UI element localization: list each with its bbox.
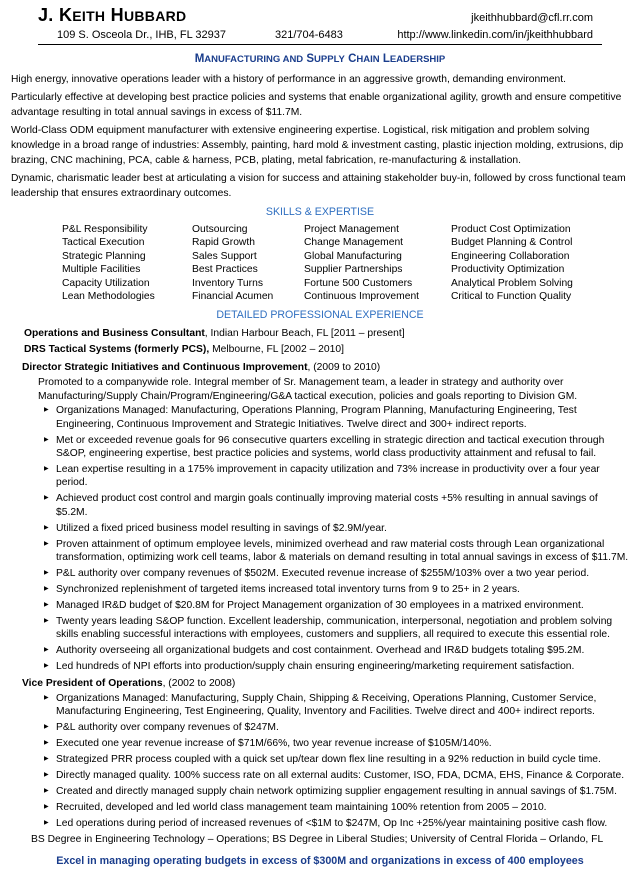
- bullet-arrow-icon: ▶: [44, 436, 49, 443]
- list-item: ▶ Twenty years leading S&OP function. Excellent leadership, communication, interpersonal, negotiation and problem solving skills enabling successful interactions with employees, customers and suppliers, all required to execute this essential role.: [44, 615, 613, 641]
- role-title: Director Strategic Initiatives and Continuous Improvement, (2009 to 2010): [22, 362, 381, 374]
- skill-item: Lean Methodologies: [62, 291, 155, 303]
- resume-body: [11, 50, 629, 869]
- bullet-arrow-icon: ▶: [44, 601, 49, 608]
- list-item: ▶ Synchronized replenishment of targeted items increased total inventory turns from 9 to 25+ in 2 years.: [44, 583, 520, 595]
- closing-statement: Excel in managing operating budgets in excess of $300M and organizations in excess of 400 employees: [56, 855, 584, 868]
- achievement-list: [11, 404, 629, 673]
- achievement-list: [11, 692, 629, 830]
- list-item: ▶ Organizations Managed: Manufacturing, Operations Planning, Program Planning, Manufacturing Engineering, Test Engineering, Continuous Improvement and Strategic Initiatives. Twelve direct and 300+ indirect reports.: [44, 405, 577, 430]
- bullet-arrow-icon: ▶: [44, 819, 49, 826]
- bullet-arrow-icon: ▶: [44, 407, 49, 414]
- skill-item: Budget Planning & Control: [451, 237, 573, 249]
- skill-item: Best Practices: [192, 264, 258, 276]
- list-item: ▶ P&L authority over company revenues of $247M.: [44, 722, 279, 734]
- role-title: Vice President of Operations, (2002 to 2008): [22, 677, 236, 689]
- bullet-arrow-icon: ▶: [44, 617, 49, 624]
- list-item: ▶ Met or exceeded revenue goals for 96 consecutive quarters excelling in strategic direction and tactical execution through S&OP, engineering expertise, best practice policies and systems, world class productivity attainment and refusal to fail.: [44, 434, 605, 460]
- header-divider: [38, 44, 602, 45]
- skill-item: Tactical Execution: [62, 237, 145, 249]
- skill-item: Global Manufacturing: [304, 250, 402, 262]
- skill-item: Rapid Growth: [192, 237, 255, 249]
- bullet-arrow-icon: ▶: [44, 803, 49, 810]
- job-entry: Operations and Business Consultant, Indian Harbour Beach, FL [2011 – present]: [24, 328, 405, 340]
- skill-item: Strategic Planning: [62, 250, 146, 262]
- list-item: ▶ Managed IR&D budget of $20.8M for Project Management organization of 30 employees in a matrixed environment.: [44, 599, 584, 611]
- list-item: ▶ Led hundreds of NPI efforts into production/supply chain ensuring engineering/marketing requirement satisfaction.: [44, 660, 575, 672]
- list-item: ▶ Strategized PRR process coupled with a quick set up/tear down flex line resulting in a 92% reduction in build cycle time.: [44, 753, 601, 765]
- role-intro: Promoted to a companywide role. Integral member of Sr. Management team, a leader in strategy and authority over Manufacturing/Supply Chain/Program/Engineering/G&A tactical execution, policies and goals reporting to Division GM.: [38, 377, 578, 402]
- list-item: ▶ P&L authority over company revenues of $502M. Executed revenue increase of $255M/103% over a two year period.: [44, 567, 590, 579]
- candidate-name: J. KEITH HUBBARD: [38, 5, 187, 25]
- resume-headline: MANUFACTURING AND SUPPLY CHAIN LEADERSHIP: [194, 53, 446, 65]
- skill-item: Multiple Facilities: [62, 264, 141, 276]
- skill-item: Supplier Partnerships: [304, 264, 403, 276]
- phone-number: 321/704-6483: [275, 29, 343, 41]
- list-item: ▶ Led operations during period of increased revenues of <$1M to $247M, Op Inc +25%/year maintaining positive cash flow.: [44, 817, 608, 829]
- list-item: ▶ Organizations Managed: Manufacturing, Supply Chain, Shipping & Receiving, Operations Planning, Customer Service, Manufacturing Engineering, Test Engineering, Quality, Inventory and Facilities. Twelve direct and 400+ indirect reports.: [44, 692, 597, 718]
- education-line: BS Degree in Engineering Technology – Operations; BS Degree in Liberal Studies; University of Central Florida – Orlando, FL: [31, 834, 604, 846]
- list-item: ▶ Recruited, developed and led world class management team maintaining 100% retention from 2005 – 2010.: [44, 801, 547, 813]
- skill-item: Sales Support: [192, 250, 257, 262]
- bullet-arrow-icon: ▶: [44, 787, 49, 794]
- skill-item: Change Management: [304, 237, 404, 249]
- bullet-arrow-icon: ▶: [44, 755, 49, 762]
- bullet-arrow-icon: ▶: [44, 646, 49, 653]
- skill-item: Productivity Optimization: [451, 264, 565, 276]
- skill-item: Project Management: [304, 224, 400, 235]
- skill-item: Critical to Function Quality: [451, 291, 572, 303]
- skill-item: Analytical Problem Solving: [451, 277, 573, 289]
- bullet-arrow-icon: ▶: [44, 540, 49, 547]
- linkedin-url: http://www.linkedin.com/in/jkeithhubbard: [397, 29, 593, 41]
- bullet-arrow-icon: ▶: [44, 739, 49, 746]
- summary-paragraph: Particularly effective at developing best practice policies and systems that enable organizational agility, growth and ensure competitive advantage resulting in total annual savings in excess of $11.7M.: [11, 92, 622, 118]
- skill-item: Product Cost Optimization: [451, 224, 571, 235]
- resume-header: [0, 0, 638, 48]
- skill-item: Capacity Utilization: [62, 277, 150, 289]
- bullet-arrow-icon: ▶: [44, 466, 49, 473]
- list-item: ▶ Achieved product cost control and margin goals continually improving material costs +5% resulting in annual savings of $5.2M.: [44, 493, 598, 518]
- summary-paragraph: World-Class ODM equipment manufacturer with extensive engineering expertise. Logistical, risk mitigation and problem solving knowledge in a broad range of industries: Assembly, painting, hard mold & investment casting, plastic injection molding, extrusions, dip brazing, CNC machining, PCA, cable & harness, PCB, plating, metal fabrication, re-manufacturing & installation.: [11, 125, 624, 166]
- bullet-arrow-icon: ▶: [44, 662, 49, 669]
- bullet-arrow-icon: ▶: [44, 524, 49, 531]
- bullet-arrow-icon: ▶: [44, 724, 49, 731]
- list-item: ▶ Authority overseeing all organizational budgets and cost containment. Overhead and IR&D budgets totaling $95.2M.: [44, 644, 585, 656]
- bullet-arrow-icon: ▶: [44, 495, 49, 502]
- bullet-arrow-icon: ▶: [44, 771, 49, 778]
- skill-item: P&L Responsibility: [62, 224, 148, 235]
- skills-grid: [62, 223, 629, 303]
- summary-paragraph: Dynamic, charismatic leader best at articulating a vision for success and attaining stakeholder buy-in, followed by cross functional team leadership that ensures extraordinary outcomes.: [11, 173, 626, 199]
- skill-item: Continuous Improvement: [304, 291, 420, 303]
- list-item: ▶ Lean expertise resulting in a 175% improvement in capacity utilization and 73% increase in productivity over a four year period.: [44, 464, 600, 489]
- skill-item: Outsourcing: [192, 224, 248, 235]
- job-entry: DRS Tactical Systems (formerly PCS), Melbourne, FL [2002 – 2010]: [24, 344, 344, 356]
- bullet-arrow-icon: ▶: [44, 569, 49, 576]
- list-item: ▶ Utilized a fixed priced business model resulting in savings of $2.9M/year.: [44, 522, 387, 534]
- skill-item: Fortune 500 Customers: [304, 277, 413, 289]
- bullet-arrow-icon: ▶: [44, 694, 49, 701]
- summary-paragraph: High energy, innovative operations leader with a history of performance in an aggressive growth, demanding environment.: [11, 74, 567, 85]
- list-item: ▶ Created and directly managed supply chain network optimizing supplier engagement resulting in annual savings of $1.75M.: [44, 785, 617, 797]
- skill-item: Financial Acumen: [192, 291, 274, 303]
- skill-item: Engineering Collaboration: [451, 250, 570, 262]
- mailing-address: 109 S. Osceola Dr., IHB, FL 32937: [57, 29, 226, 41]
- email-address: jkeithhubbard@cfl.rr.com: [471, 12, 593, 24]
- skills-heading: SKILLS & EXPERTISE: [265, 206, 375, 218]
- bullet-arrow-icon: ▶: [44, 585, 49, 592]
- list-item: ▶ Directly managed quality. 100% success rate on all external audits: Customer, ISO, FDA, DCMA, EHS, Finance & Corporate.: [44, 769, 625, 781]
- list-item: ▶ Executed one year revenue increase of $71M/66%, two year revenue increase of $105M/140%.: [44, 737, 492, 749]
- skill-item: Inventory Turns: [192, 277, 263, 289]
- experience-heading: DETAILED PROFESSIONAL EXPERIENCE: [216, 309, 424, 322]
- list-item: ▶ Proven attainment of optimum employee levels, minimized overhead and raw material costs through Lean organizational transformation, optimizing work cell teams, labor & materials on demand resulting in total annual savings in excess of $11.7M.: [44, 538, 629, 563]
